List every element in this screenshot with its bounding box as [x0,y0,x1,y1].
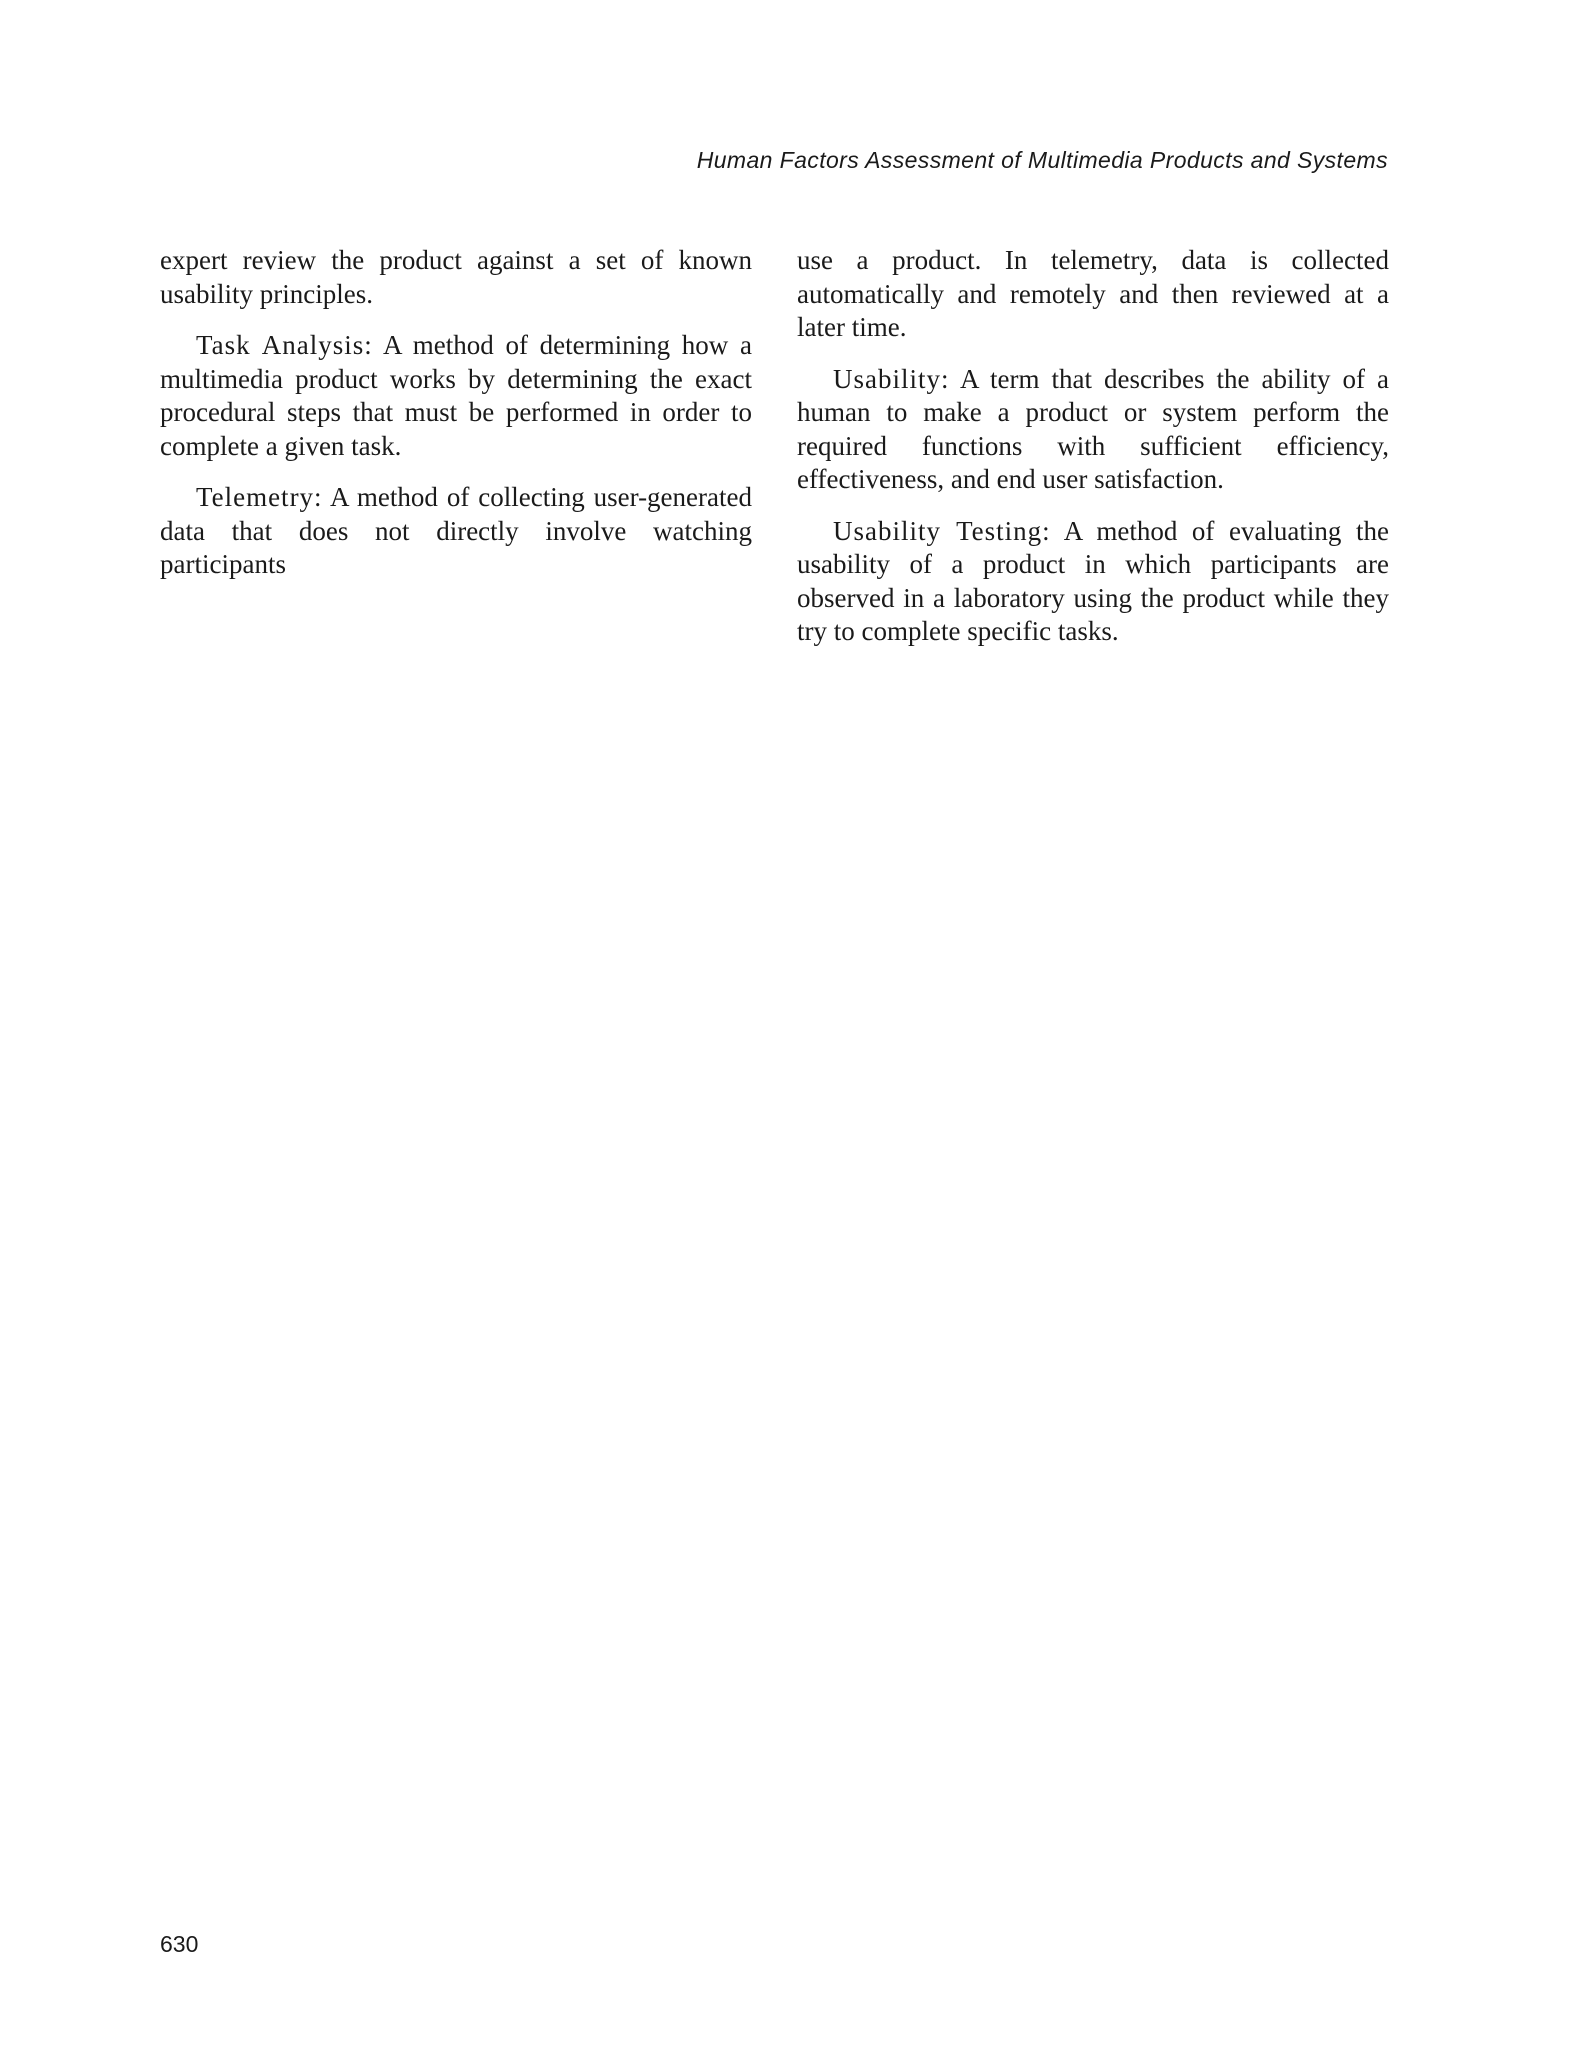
glossary-entry-task-analysis [160,329,752,463]
glossary-entry-usability-testing [797,515,1389,649]
glossary-term: Task Analysis: [196,330,373,360]
glossary-term: Telemetry: [196,482,323,512]
continuation-paragraph: use a product. In telemetry, data is collected automatically and remotely and then reviewed at a later time. [797,245,1389,342]
glossary-definition: A term that describes the ability of a human to make a product or system perform the required functions with sufficient efficiency, effectiveness, and end user satisfaction. [797,363,1389,494]
glossary-term: Usability Testing: [833,515,1051,546]
left-column [160,244,752,600]
right-column [797,244,1389,667]
running-header: Human Factors Assessment of Multimedia Products and Systems [696,147,1388,173]
glossary-definition: A method of determining how a multimedia product works by determining the exact procedural steps that must be performed in order to complete a given task. [160,330,752,461]
glossary-definition: A method of evaluating the usability of a product in which participants are observed in a laboratory using the product while they try to complete specific tasks. [797,515,1389,646]
glossary-entry-usability [797,363,1389,497]
page-number: 630 [160,1931,199,1957]
glossary-entry-telemetry [160,481,752,582]
glossary-term: Usability: [833,363,950,394]
glossary-definition: A method of collecting user-generated data that does not directly involve watching participants [160,482,752,579]
continuation-paragraph: expert review the product against a set of known usability principles. [160,245,752,309]
